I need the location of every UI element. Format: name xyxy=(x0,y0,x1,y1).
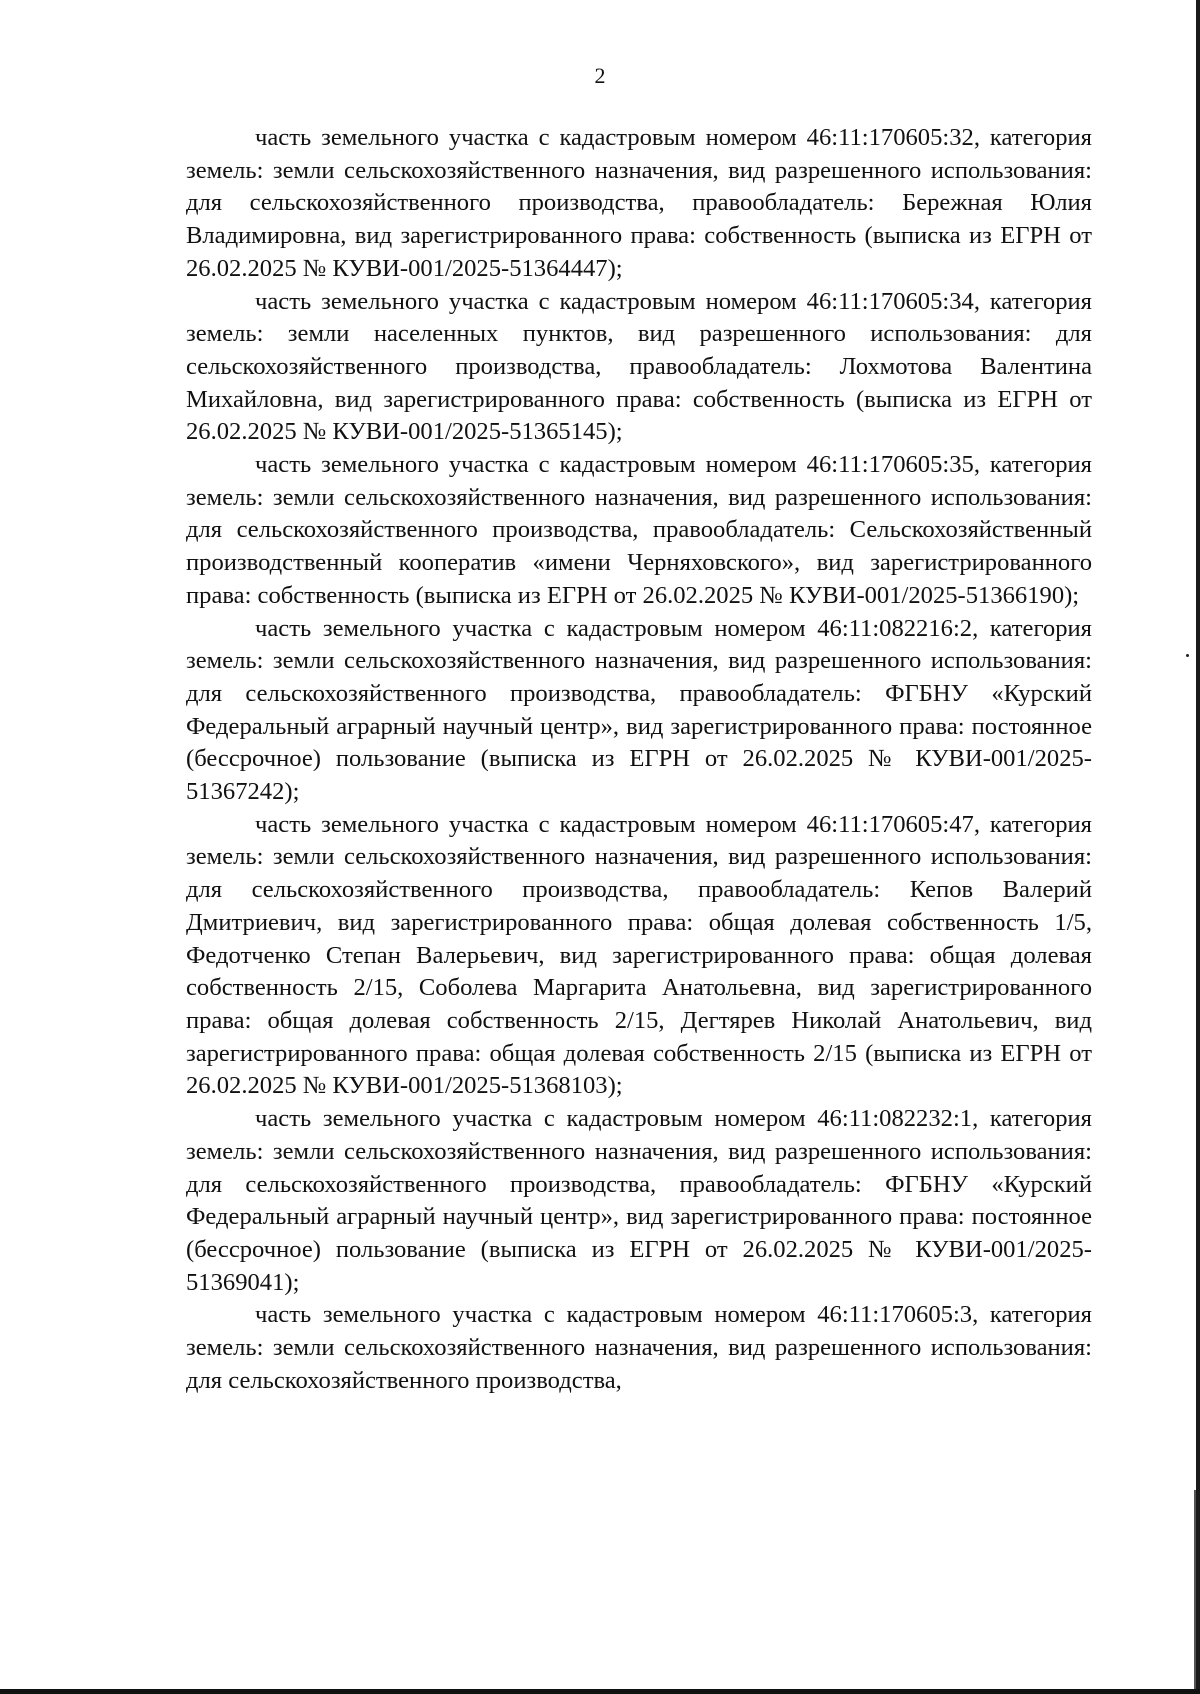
paragraph-land-plot: часть земельного участка с кадастровым номером 46:11:082232:1, категория земель: земли сельскохозяйственного назначения, вид разрешенного использования: для сельскохозяйственного производства, правообладатель: ФГБНУ «Курский Федеральный аграрный научный центр», вид зарегистрированного права: постоянное (бессрочное) пользование (выписка из ЕГРН от 26.02.2025 № КУВИ-001/2025-51369041); xyxy=(186,1105,1092,1296)
paragraph-land-plot: часть земельного участка с кадастровым номером 46:11:170605:3, категория земель: земли сельскохозяйственного назначения, вид разрешенного использования: для сельскохозяйственного производства, xyxy=(186,1301,1092,1394)
paragraph-land-plot: часть земельного участка с кадастровым номером 46:11:170605:35, категория земель: земли сельскохозяйственного назначения, вид разрешенного использования: для сельскохозяйственного производства, правообладатель: Сельскохозяйственный производственный кооператив «имени Черняховского», вид зарегистрированного права: собственность (выписка из ЕГРН от 26.02.2025 № КУВИ-001/2025-51366190); xyxy=(186,451,1092,609)
document-body xyxy=(186,122,1092,1397)
paragraph-land-plot: часть земельного участка с кадастровым номером 46:11:170605:47, категория земель: земли сельскохозяйственного назначения, вид разрешенного использования: для сельскохозяйственного производства, правообладатель: Кепов Валерий Дмитриевич, вид зарегистрированного права: общая долевая собственность 1/5, Федотченко Степан Валерьевич, вид зарегистрированного права: общая долевая собственность 2/15, Соболева Маргарита Анатольевна, вид зарегистрированного права: общая долевая собственность 2/15, Дегтярев Николай Анатольевич, вид зарегистрированного права: общая долевая собственность 2/15 (выписка из ЕГРН от 26.02.2025 № КУВИ-001/2025-51368103); xyxy=(186,810,1092,1100)
scan-bottom-border xyxy=(0,1689,1200,1694)
scan-speck xyxy=(1186,654,1189,657)
paragraph-land-plot: часть земельного участка с кадастровым номером 46:11:170605:32, категория земель: земли сельскохозяйственного назначения, вид разрешенного использования: для сельскохозяйственного производства, правообладатель: Бережная Юлия Владимировна, вид зарегистрированного права: собственность (выписка из ЕГРН от 26.02.2025 № КУВИ-001/2025-51364447); xyxy=(186,124,1092,282)
scan-right-border xyxy=(1196,0,1200,1694)
paragraph-land-plot: часть земельного участка с кадастровым номером 46:11:170605:34, категория земель: земли населенных пунктов, вид разрешенного использования: для сельскохозяйственного производства, правообладатель: Лохмотова Валентина Михайловна, вид зарегистрированного права: собственность (выписка из ЕГРН от 26.02.2025 № КУВИ-001/2025-51365145); xyxy=(186,287,1092,446)
page-number: 2 xyxy=(594,63,606,88)
paragraph-land-plot: часть земельного участка с кадастровым номером 46:11:082216:2, категория земель: земли сельскохозяйственного назначения, вид разрешенного использования: для сельскохозяйственного производства, правообладатель: ФГБНУ «Курский Федеральный аграрный научный центр», вид зарегистрированного права: постоянное (бессрочное) пользование (выписка из ЕГРН от 26.02.2025 № КУВИ-001/2025-51367242); xyxy=(186,614,1092,806)
